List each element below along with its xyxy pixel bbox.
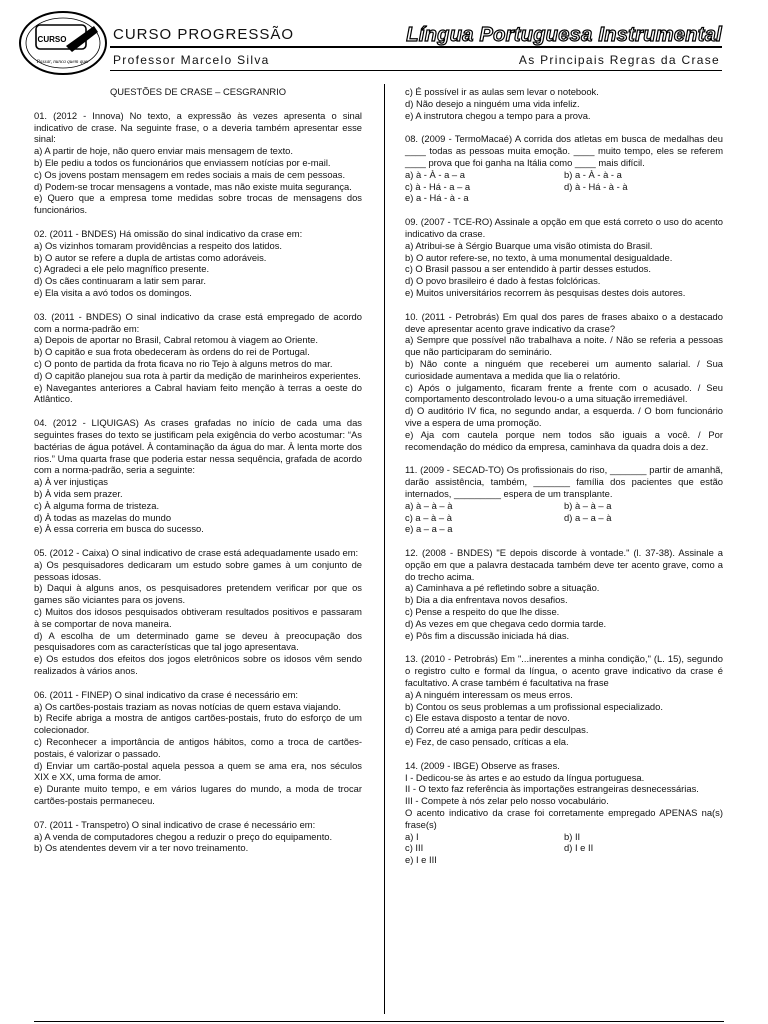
course-logo-icon [18,10,108,76]
option-item: c) O Brasil passou a ser entendido à partir desses estudos. [405,263,651,275]
option-item: c) Pense a respeito do que lhe disse. [405,606,560,618]
option-list [405,689,723,748]
option-item: c) Muitos dos idosos pesquisados obtiveram resultados positivos e passaram à se comportar de nova maneira. [34,606,362,629]
option-item: d) À todas as mazelas do mundo [34,511,172,523]
option-list [405,831,723,866]
question-6 [34,689,362,807]
option-item: e) Durante muito tempo, e em vários lugares do mundo, a moda de trocar cartões-postais permaneceu. [34,783,362,807]
option-list [405,334,723,452]
option-item: e) Quero que a empresa tome medidas sobre trocas de mensagens dos funcionários. [34,192,362,216]
option-item: c) Os jovens postam mensagem em redes sociais a mais de cem pessoas. [34,168,346,180]
question-statement: III - Compete à nós zelar pelo nosso vocabulário. [405,795,609,807]
option-item: e) a - Há - à - a [405,192,469,204]
question-statement: I - Dedicou-se às artes e ao estudo da língua portuguesa. [405,771,645,783]
option-list [405,582,723,641]
question-stem: 14. (2009 - IBGE) Observe as frases. [405,759,560,771]
right-column [405,86,723,878]
option-item: a) Os cartões-postais traziam as novas notícias de quem estava viajando. [34,700,341,712]
option-item: b) Os atendentes devem vir a ter novo treinamento. [34,842,249,854]
option-list [34,701,362,807]
footer-rule [34,1021,724,1022]
option-item: a) à - À - a – a [405,168,465,180]
question-7 [34,819,362,854]
option-list [405,500,723,535]
option-item: a) A partir de hoje, não quero enviar mais mensagem de texto. [34,145,294,157]
option-item: c) Após o julgamento, ficaram frente a frente com o acusado. / Seu comportamento descontrolado levou-o a uma situação irremediável. [405,381,723,405]
question-10 [405,311,723,453]
option-item: c) Agradeci a ele pelo magnífico presente. [34,263,210,275]
option-list [405,169,723,204]
question-stem: 03. (2011 - BNDES) O sinal indicativo da crase está empregado de acordo com a norma-padrão em: [34,310,362,334]
option-item: d) à - Há - à - à [564,180,628,192]
option-item: e) À essa correria em busca do sucesso. [34,523,204,535]
option-item: b) O autor refere-se, no texto, à uma monumental desigualdade. [405,251,673,263]
left-column [34,86,362,854]
question-stem: 02. (2011 - BNDES) Há omissão do sinal indicativo da crase em: [34,227,303,239]
option-item: b) Contou os seus problemas a um profissional especializado. [405,700,663,712]
option-item: b) Não conte a ninguém que receberei um aumento salarial. / Sua curiosidade aumentava a medida que lia o relatório. [405,357,723,381]
option-item: a) Sempre que possível não trabalhava a noite. / Não se referia a pessoas que não participaram do seminário. [405,334,723,358]
question-13 [405,653,723,747]
option-item: d) Enviar um cartão-postal aquela pessoa a quem se ama era, nos séculos XIX e XX, uma forma de amor. [34,759,362,783]
option-item: c) É possível ir as aulas sem levar o notebook. [405,86,599,97]
option-list [34,240,362,299]
question-7 [405,86,723,121]
option-list [34,831,362,855]
option-item: a) I [405,830,419,842]
option-item: d) I e II [564,842,594,854]
option-item: e) Pôs fim a discussão iniciada há dias. [405,629,570,641]
option-item: d) Correu até a amiga para pedir desculpas. [405,724,589,736]
option-item: e) a – a – a [405,523,453,535]
option-item: a) A ninguém interessam os meus erros. [405,688,573,700]
option-item: b) O capitão e sua frota obedeceram às ordens do rei de Portugal. [34,346,310,358]
option-item: a) Os vizinhos tomaram providências a respeito dos latidos. [34,239,283,251]
school-name: CURSO PROGRESSÃO [113,26,295,43]
option-item: a) à – à – à [405,499,453,511]
option-item: b) à – à – a [564,499,612,511]
header-rule-top [110,46,722,48]
option-item: e) Ela visita a avó todos os domingos. [34,286,192,298]
option-item: c) III [405,842,424,854]
question-9 [405,216,723,299]
option-item: e) Os estudos dos efeitos dos jogos eletrônicos sobre os idosos vêm sendo realizados à vários anos. [34,653,362,677]
question-stem: 04. (2012 - LIQUIGAS) As crases grafadas no início de cada uma das seguintes frases do texto se justificam pela exigência do verbo acostumar: “As bactérias de água potável. À contaminação da água do mar. À lenta morte dos rios.” Uma quarta frase que poderia estar nessa sequência, grafada de acordo com a norma-padrão, seria a seguinte: [34,417,362,476]
question-stem: 12. (2008 - BNDES) "E depois discorde à vontade." (l. 37-38). Assinale a opção em que a palavra destacada também deve ter acento grave, como a do trecho acima. [405,547,723,582]
option-list [34,334,362,405]
option-item: a) Caminhava a pé refletindo sobre a situação. [405,582,600,594]
subject-title: Língua Portuguesa Instrumental [406,24,722,46]
option-list [34,476,362,535]
option-item: e) Navegantes anteriores a Cabral haviam feito menção à terras a oeste do Atlântico. [34,381,362,405]
option-list [405,86,723,121]
option-item: b) Ele pediu a todos os funcionários que enviassem notícias por e-mail. [34,156,331,168]
logo-motto: Passar, nunca quem quer [36,59,90,65]
option-item: d) Podem-se trocar mensagens a vontade, mas não existe muita segurança. [34,180,352,192]
question-statement: II - O texto faz referência às importações estrangeiras desnecessárias. [405,783,699,795]
question-stem: 07. (2011 - Transpetro) O sinal indicativo de crase é necessário em: [34,818,316,830]
option-item: b) Dia a dia enfrentava novos desafios. [405,594,568,606]
option-item: b) O autor se refere a dupla de artistas como adoráveis. [34,251,267,263]
option-item: d) O povo brasileiro é dado à festas folclóricas. [405,275,601,287]
question-14 [405,760,723,866]
option-item: d) O auditório IV fica, no segundo andar, a esquerda. / O bom funcionário vive a espera de uma promoção. [405,405,723,428]
option-item: b) À vida sem prazer. [34,487,123,499]
question-2 [34,228,362,299]
option-list [34,145,362,216]
header-rule-bottom [110,70,722,71]
option-item: e) A instrutora chegou a tempo para a prova. [405,109,591,121]
option-item: d) A escolha de um determinado game se deveu à preocupação dos pesquisadores com as características que tal jogo apresentava. [34,629,362,653]
option-item: a) À ver injustiças [34,476,108,488]
option-item: e) I e III [405,854,437,866]
question-4 [34,417,362,535]
option-item: c) a – à – à [405,511,452,523]
question-stem: 13. (2010 - Petrobrás) Em "...inerentes a minha condição," (L. 15), segundo o registro culto e formal da língua, o acento grave indicativo da crase é facultativo. A crase também é facultativa na frase [405,653,723,689]
option-list [405,240,723,299]
option-item: b) a - À - à - a [564,168,622,180]
option-item: c) Reconhecer a importância de antigos hábitos, como a troca de cartões-postais, é valorizar o passado. [34,736,362,759]
option-item: b) Recife abriga a mostra de antigos cartões-postais, fruto do esforço de um colecionador. [34,712,362,736]
option-item: d) Não desejo a ninguém uma vida infeliz. [405,97,580,109]
option-item: d) a – a – à [564,511,612,523]
page-header [0,0,768,82]
option-item: a) A venda de computadores chegou a reduzir o preço do equipamento. [34,830,333,842]
option-item: c) Ele estava disposto a tentar de novo. [405,712,570,724]
question-8 [405,133,723,204]
question-stem: 05. (2012 - Caixa) O sinal indicativo de crase está adequadamente usado em: [34,547,359,559]
question-3 [34,311,362,405]
question-statement: O acento indicativo da crase foi corretamente empregado APENAS na(s) frase(s) [405,807,723,830]
option-item: c) O ponto de partida da frota ficava no rio Tejo à alguns metros do mar. [34,357,333,369]
option-item: c) à - Há - a – a [405,180,471,192]
question-5 [34,547,362,677]
page-title: QUESTÕES DE CRASE – CESGRANRIO [109,86,287,97]
question-stem: 06. (2011 - FINEP) O sinal indicativo da crase é necessário em: [34,688,299,700]
teacher-name: Professor Marcelo Silva [113,53,270,67]
topic-title: As Principais Regras da Crase [518,53,720,67]
option-item: d) As vezes em que chegava cedo dormia tarde. [405,617,607,629]
question-stem: 11. (2009 - SECAD-TO) Os profissionais do riso, _______ partir de amanhã, darão assistência, também, _______ família dos pacientes que estão internados, _________ espera de um transplante. [405,464,723,499]
option-item: a) Depois de aportar no Brasil, Cabral retomou à viagem ao Oriente. [34,334,318,346]
option-item: e) Muitos universitários recorrem às pesquisas destes dois autores. [405,286,686,298]
option-item: b) II [564,830,581,842]
option-item: b) Daqui à alguns anos, os pesquisadores pretendem verificar por que os games são viciantes para os jovens. [34,582,362,606]
option-item: a) Os pesquisadores dedicaram um estudo sobre games à um conjunto de pessoas idosas. [34,558,362,582]
option-item: d) O capitão planejou sua rota à partir da medição de marinheiros experientes. [34,369,361,381]
option-item: d) Os cães continuaram a latir sem parar. [34,275,206,287]
question-12 [405,547,723,641]
option-item: e) Fez, de caso pensado, críticas a ela. [405,736,569,748]
question-11 [405,464,723,535]
question-stem: 09. (2007 - TCE-RO) Assinale a opção em que está correto o uso do acento indicativo da crase. [405,216,723,239]
question-stem: 10. (2011 - Petrobrás) Em qual dos pares de frases abaixo o a destacado deve apresentar acento grave indicativo da crase? [405,310,723,334]
logo-text: CURSO [37,35,67,44]
option-item: a) Atribui-se à Sérgio Buarque uma visão otimista do Brasil. [405,239,653,251]
option-list [34,559,362,677]
column-divider [384,84,385,1014]
question-stem: 01. (2012 - Innova) No texto, a expressão às vezes apresenta o sinal indicativo de crase. Na seguinte frase, o a deveria também apresentar esse sinal: [34,109,362,145]
option-item: e) Aja com cautela porque nem todos são iguais a você. / Por recomendação do médico da empresa, caminhava da quadra dois a dez. [405,428,723,452]
option-item: c) À alguma forma de tristeza. [34,499,160,511]
question-stem: 08. (2009 - TermoMacaé) A corrida dos atletas em busca de medalhas deu ____ todas as pessoas muita emoção. ____ muito tempo, eles se referem ____ prova que foi ganha na Itália como ____ mais difícil. [405,133,723,168]
question-1 [34,110,362,216]
